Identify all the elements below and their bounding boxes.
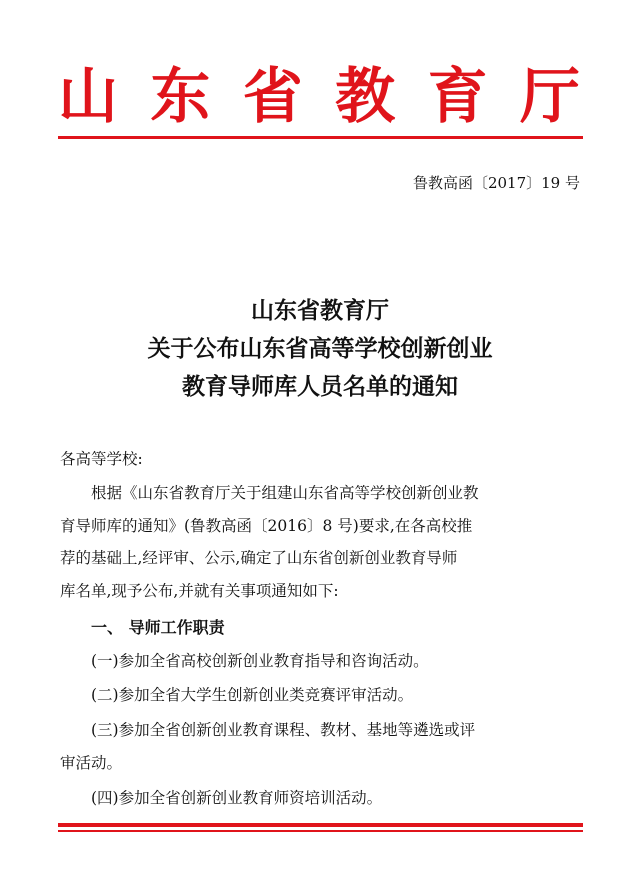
document-number: 鲁教高函〔2017〕19 号 xyxy=(412,174,580,192)
intro-paragraph xyxy=(60,477,582,607)
paragraph-line: 育导师库的通知》(鲁教高函〔2016〕8 号)要求,在各高校推 xyxy=(60,516,473,535)
duty-item xyxy=(60,645,582,678)
title-line-2: 关于公布山东省高等学校创新创业 xyxy=(147,335,493,362)
masthead-char: 厅 xyxy=(519,62,580,132)
duty-item-line: (四)参加全省创新创业教育师资培训活动。 xyxy=(91,789,383,807)
masthead-char: 省 xyxy=(242,62,303,132)
duty-item xyxy=(60,714,582,779)
title-line-3: 教育导师库人员名单的通知 xyxy=(182,373,458,400)
paragraph-line: 根据《山东省教育厅关于组建山东省高等学校创新创业教 xyxy=(91,484,479,502)
section-heading: 一、 导师工作职责 xyxy=(91,618,225,637)
masthead-char: 山 xyxy=(58,62,118,132)
duty-item xyxy=(60,679,582,712)
salutation: 各高等学校: xyxy=(60,450,143,468)
duty-item xyxy=(60,782,582,815)
red-divider-bottom-thick xyxy=(58,823,583,827)
document-title xyxy=(40,292,600,406)
duty-item-line: (一)参加全省高校创新创业教育指导和咨询活动。 xyxy=(91,652,429,670)
title-line-1: 山东省教育厅 xyxy=(251,297,389,324)
masthead-char: 东 xyxy=(150,62,211,132)
duty-item-line: (二)参加全省大学生创新创业类竞赛评审活动。 xyxy=(91,686,414,704)
duty-item-line: 审活动。 xyxy=(60,753,123,772)
masthead-char: 教 xyxy=(335,62,396,132)
paragraph-line: 库名单,现予公布,并就有关事项通知如下: xyxy=(60,581,339,600)
masthead xyxy=(58,62,580,132)
duty-item-line: (三)参加全省创新创业教育课程、教材、基地等遴选或评 xyxy=(91,721,476,739)
masthead-char: 育 xyxy=(427,62,488,132)
red-divider-top xyxy=(58,136,583,139)
paragraph-line: 荐的基础上,经评审、公示,确定了山东省创新创业教育导师 xyxy=(60,549,458,567)
red-divider-bottom-thin xyxy=(58,830,583,832)
